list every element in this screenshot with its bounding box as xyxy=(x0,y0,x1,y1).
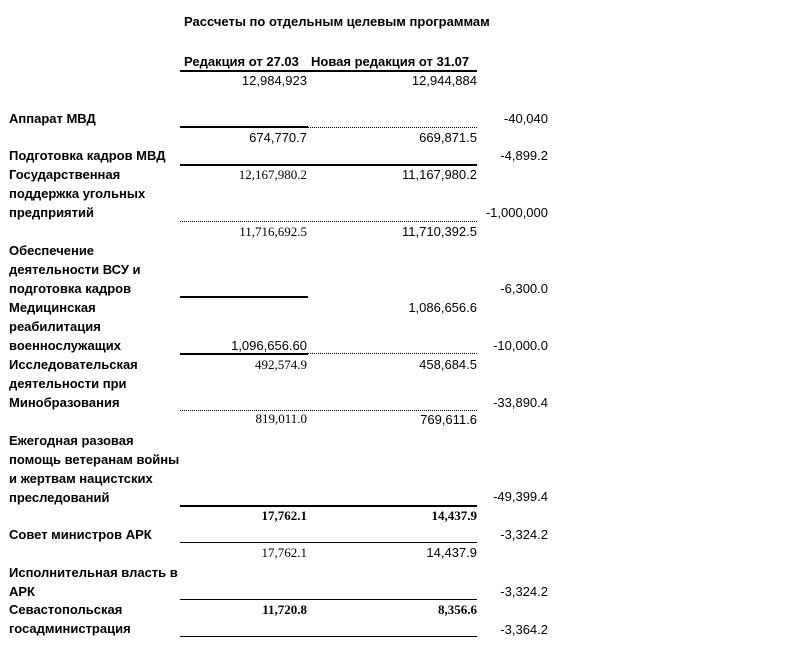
row-value-col1: 11,720.8 xyxy=(262,602,307,617)
row-diff: -3,364.2 xyxy=(500,622,548,637)
row-value-col1: 17,762.1 xyxy=(261,508,307,523)
row-value-col2: 458,684.5 xyxy=(419,357,477,372)
total-value-col2: 12,944,884 xyxy=(411,73,477,88)
row-divider xyxy=(180,296,308,298)
row-label: Севастопольская госадминистрация xyxy=(9,602,131,636)
row-label: Подготовка кадров МВД xyxy=(9,148,166,163)
row-value-col2: 11,167,980.2 xyxy=(402,167,477,182)
row-value-col1: 1,096,656.60 xyxy=(231,338,307,353)
row-diff: -33,890.4 xyxy=(493,395,548,410)
column-header-edition-2703: Редакция от 27.03 xyxy=(184,54,299,69)
row-divider xyxy=(180,636,477,637)
row-label: Государственная поддержка угольных предприятий xyxy=(9,167,146,220)
total-value-col1: 12,984,923 xyxy=(241,73,307,88)
row-label: Обеспечение деятельности ВСУ и подготовка кадров xyxy=(9,243,141,296)
row-value-col2: 11,710,392.5 xyxy=(402,224,477,239)
row-label: Совет министров АРК xyxy=(9,527,152,542)
page-title: Рассчеты по отдельным целевым программам xyxy=(184,14,490,29)
row-label: Исследовательская деятельности при Минобразования xyxy=(9,357,138,410)
row-divider xyxy=(308,353,477,354)
row-diff: -3,324.2 xyxy=(500,527,548,542)
row-diff: -1,000,000 xyxy=(485,205,548,220)
row-value-col1: 674,770.7 xyxy=(249,130,307,145)
row-diff: -3,324.2 xyxy=(500,584,548,599)
row-value-col1: 492,574.9 xyxy=(255,357,307,372)
row-value-col2: 14,437.9 xyxy=(426,545,477,560)
row-value-col2: 1,086,656.6 xyxy=(408,300,477,315)
row-value-col2: 769,611.6 xyxy=(420,412,477,427)
row-diff: -4,899.2 xyxy=(500,148,548,163)
row-value-col1: 819,011.0 xyxy=(255,411,307,426)
row-diff: -6,300.0 xyxy=(500,281,548,296)
row-value-col1: 12,167,980.2 xyxy=(238,167,307,182)
row-diff: -49,399.4 xyxy=(493,489,548,504)
row-diff: -10,000.0 xyxy=(493,338,548,353)
row-label: Ежегодная разовая помощь ветеранам войны и жертвам нацистских преследований xyxy=(9,433,180,505)
row-label: Медицинская реабилитация военнослужащих xyxy=(9,300,121,353)
row-value-col1: 17,762.1 xyxy=(261,545,307,560)
row-label: Аппарат МВД xyxy=(9,111,96,126)
row-value-col2: 14,437.9 xyxy=(431,508,477,523)
row-label: Исполнительная власть в АРК xyxy=(9,565,178,599)
column-header-edition-3107: Новая редакция от 31.07 xyxy=(311,54,470,69)
row-diff: -40,040 xyxy=(503,111,548,126)
row-value-col2: 669,871.5 xyxy=(419,130,477,145)
row-value-col2: 8,356.6 xyxy=(438,602,477,617)
row-value-col1: 11,716,692.5 xyxy=(239,224,307,239)
